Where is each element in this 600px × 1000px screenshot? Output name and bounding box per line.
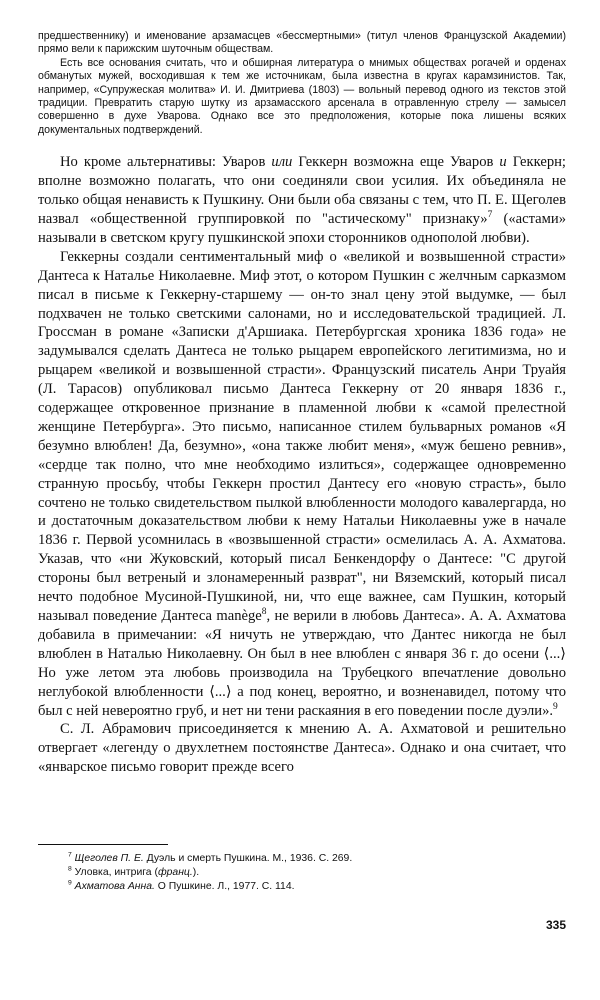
top-note-paragraph-2: Есть все основания считать, что и обширная литература о мнимых обществах рогачей и орденах обманутых мужей, восходившая к тем же источникам, была известна в кругах карамзинистов. Так, например, «Супружеская молитва» И. И. Дмитриева (1803) — вольный перевод одного из текстов этой традиции. Превратить старую шутку из арзамасского арсенала в отравленную стрелу — замысел совершенно в духе Уварова. Однако все это предположения, которые пока лишены всяких документальных подтверждений. — [38, 56, 566, 136]
emphasis-i: и — [499, 154, 507, 171]
footnote-text: Дуэль и смерть Пушкина. М., 1936. С. 269. — [143, 853, 353, 864]
main-paragraph-3: С. Л. Абрамович присоединяется к мнению А. А. Ахматовой и решительно отвергает «легенду о двухлетнем постоянстве Дантеса». Однако и она считает, что «январское письмо говорит прежде всего — [38, 721, 566, 776]
footnote-author: Щеголев П. Е. — [74, 853, 144, 864]
footnote-author: Ахматова Анна. — [74, 881, 155, 892]
emphasis-ili: или — [271, 154, 293, 171]
footnote-number: 9 — [68, 879, 72, 887]
footnote-number: 7 — [68, 851, 72, 859]
text-run: Геккерн; вполне возможно полагать, что они соединяли свои усилия. Их объединяла не только общая ненависть к Пушкину. Они были оба связаны с тем, что П. Е. Щеголев назвал «общественной группировкой по "астическому" признаку» — [38, 154, 566, 227]
footnote-text: О Пушкине. Л., 1977. С. 114. — [154, 881, 295, 892]
main-paragraph-2 — [38, 248, 566, 721]
text-run: («астами» называли в светском кругу пушкинской эпохи сторонников однополой любви). — [38, 210, 566, 246]
page-number: 335 — [545, 918, 566, 932]
text-run: Геккерн возможна еще Уваров — [292, 154, 500, 171]
top-note-paragraph-1: предшественнику) и именование арзамасцев «бессмертными» (титул членов Французской Академии) прямо вели к парижским шуточным обществам. — [38, 30, 566, 56]
footnotes — [38, 852, 566, 894]
footnote-italic: франц. — [157, 867, 193, 878]
text-run: Геккерны создали сентиментальный миф о «великой и возвышенной страсти» Дантеса к Наталье Николаевне. Миф этот, о котором Пушкин с желчным сарказмом писал в письме к Геккерну-старшему — он-то знал цену этой выдумке, — был подхвачен не только светскими салонами, но и исследовательской традицией. Л. Гроссман в романе «Записки д'Аршиака. Петербургская хроника 1836 года» не задумывался сделать Дантеса не только рыцарем европейского легитимизма, но и рыцарем «великой и возвышенной страсти». Французский писатель Анри Труайя (Л. Тарасов) опубликовал письмо Дантеса Геккерну от 20 января 1836 г., содержащее откровенное признание в пламенной любви к «самой прелестной женщине Петербурга». Это письмо, написанное стилем бульварных романов «Я безумно влюблен! Да, безумно», «она также любит меня», «муж бешено ревнив», «сердце так полно, что мне необходимо излиться», содержащее одновременно странную просьбу, чтобы Геккерн простил Дантесу его «новую страсть», было сочтено не только свидетельством пылкой влюбленности молодого кавалергарда, но и достаточным доказательством любви к нему Натальи Николаевны уже в начале 1836 г. Первой усомнилась в «возвышенной страсти» осмелилась А. А. Ахматова. Указав, что «ни Жуковский, который писал Бенкендорфу о Дантесе: "С другой стороны был ветреный и злонамеренный разврат", ни Вяземский, который писал нечто подобное Мусиной-Пушкиной, ни, что еще важнее, сам Пушкин, который называл поведение Дантеса manège — [38, 248, 566, 624]
footnote-ref-9[interactable]: 9 — [553, 701, 558, 712]
footnote-ref-8[interactable]: 8 — [261, 607, 267, 618]
text-run: Но кроме альтернативы: Уваров — [60, 154, 272, 171]
footnote-ref-7[interactable]: 7 — [487, 210, 493, 221]
main-text — [38, 153, 566, 777]
footnote-text: Уловка, интрига ( — [74, 867, 158, 878]
footnote-8 — [68, 866, 566, 880]
footnote-7 — [68, 852, 566, 866]
top-note — [38, 30, 566, 137]
footnote-number: 8 — [68, 865, 72, 873]
footnote-9 — [68, 880, 566, 894]
page-body — [38, 30, 566, 777]
footnote-text: ). — [192, 867, 200, 878]
text-run: , не верили в любовь Дантеса». А. А. Ахматова добавила в примечании: «Я ничуть не утверждаю, что Дантес никогда не был влюблен в Наталью Николаевну. Он был в нее влюблен с января 36 г. до осени ⟨...⟩ Но уже летом эта любовь производила на Трубецкого впечатление довольно неглубокой влюбленности ⟨...⟩ а под конец, вероятно, и возненавидел, потому что был с ней невероятно груб, и нет ни тени раскаяния в его поведении после дуэли». — [38, 608, 566, 719]
footnote-rule — [38, 844, 168, 845]
main-paragraph-1 — [38, 153, 566, 248]
